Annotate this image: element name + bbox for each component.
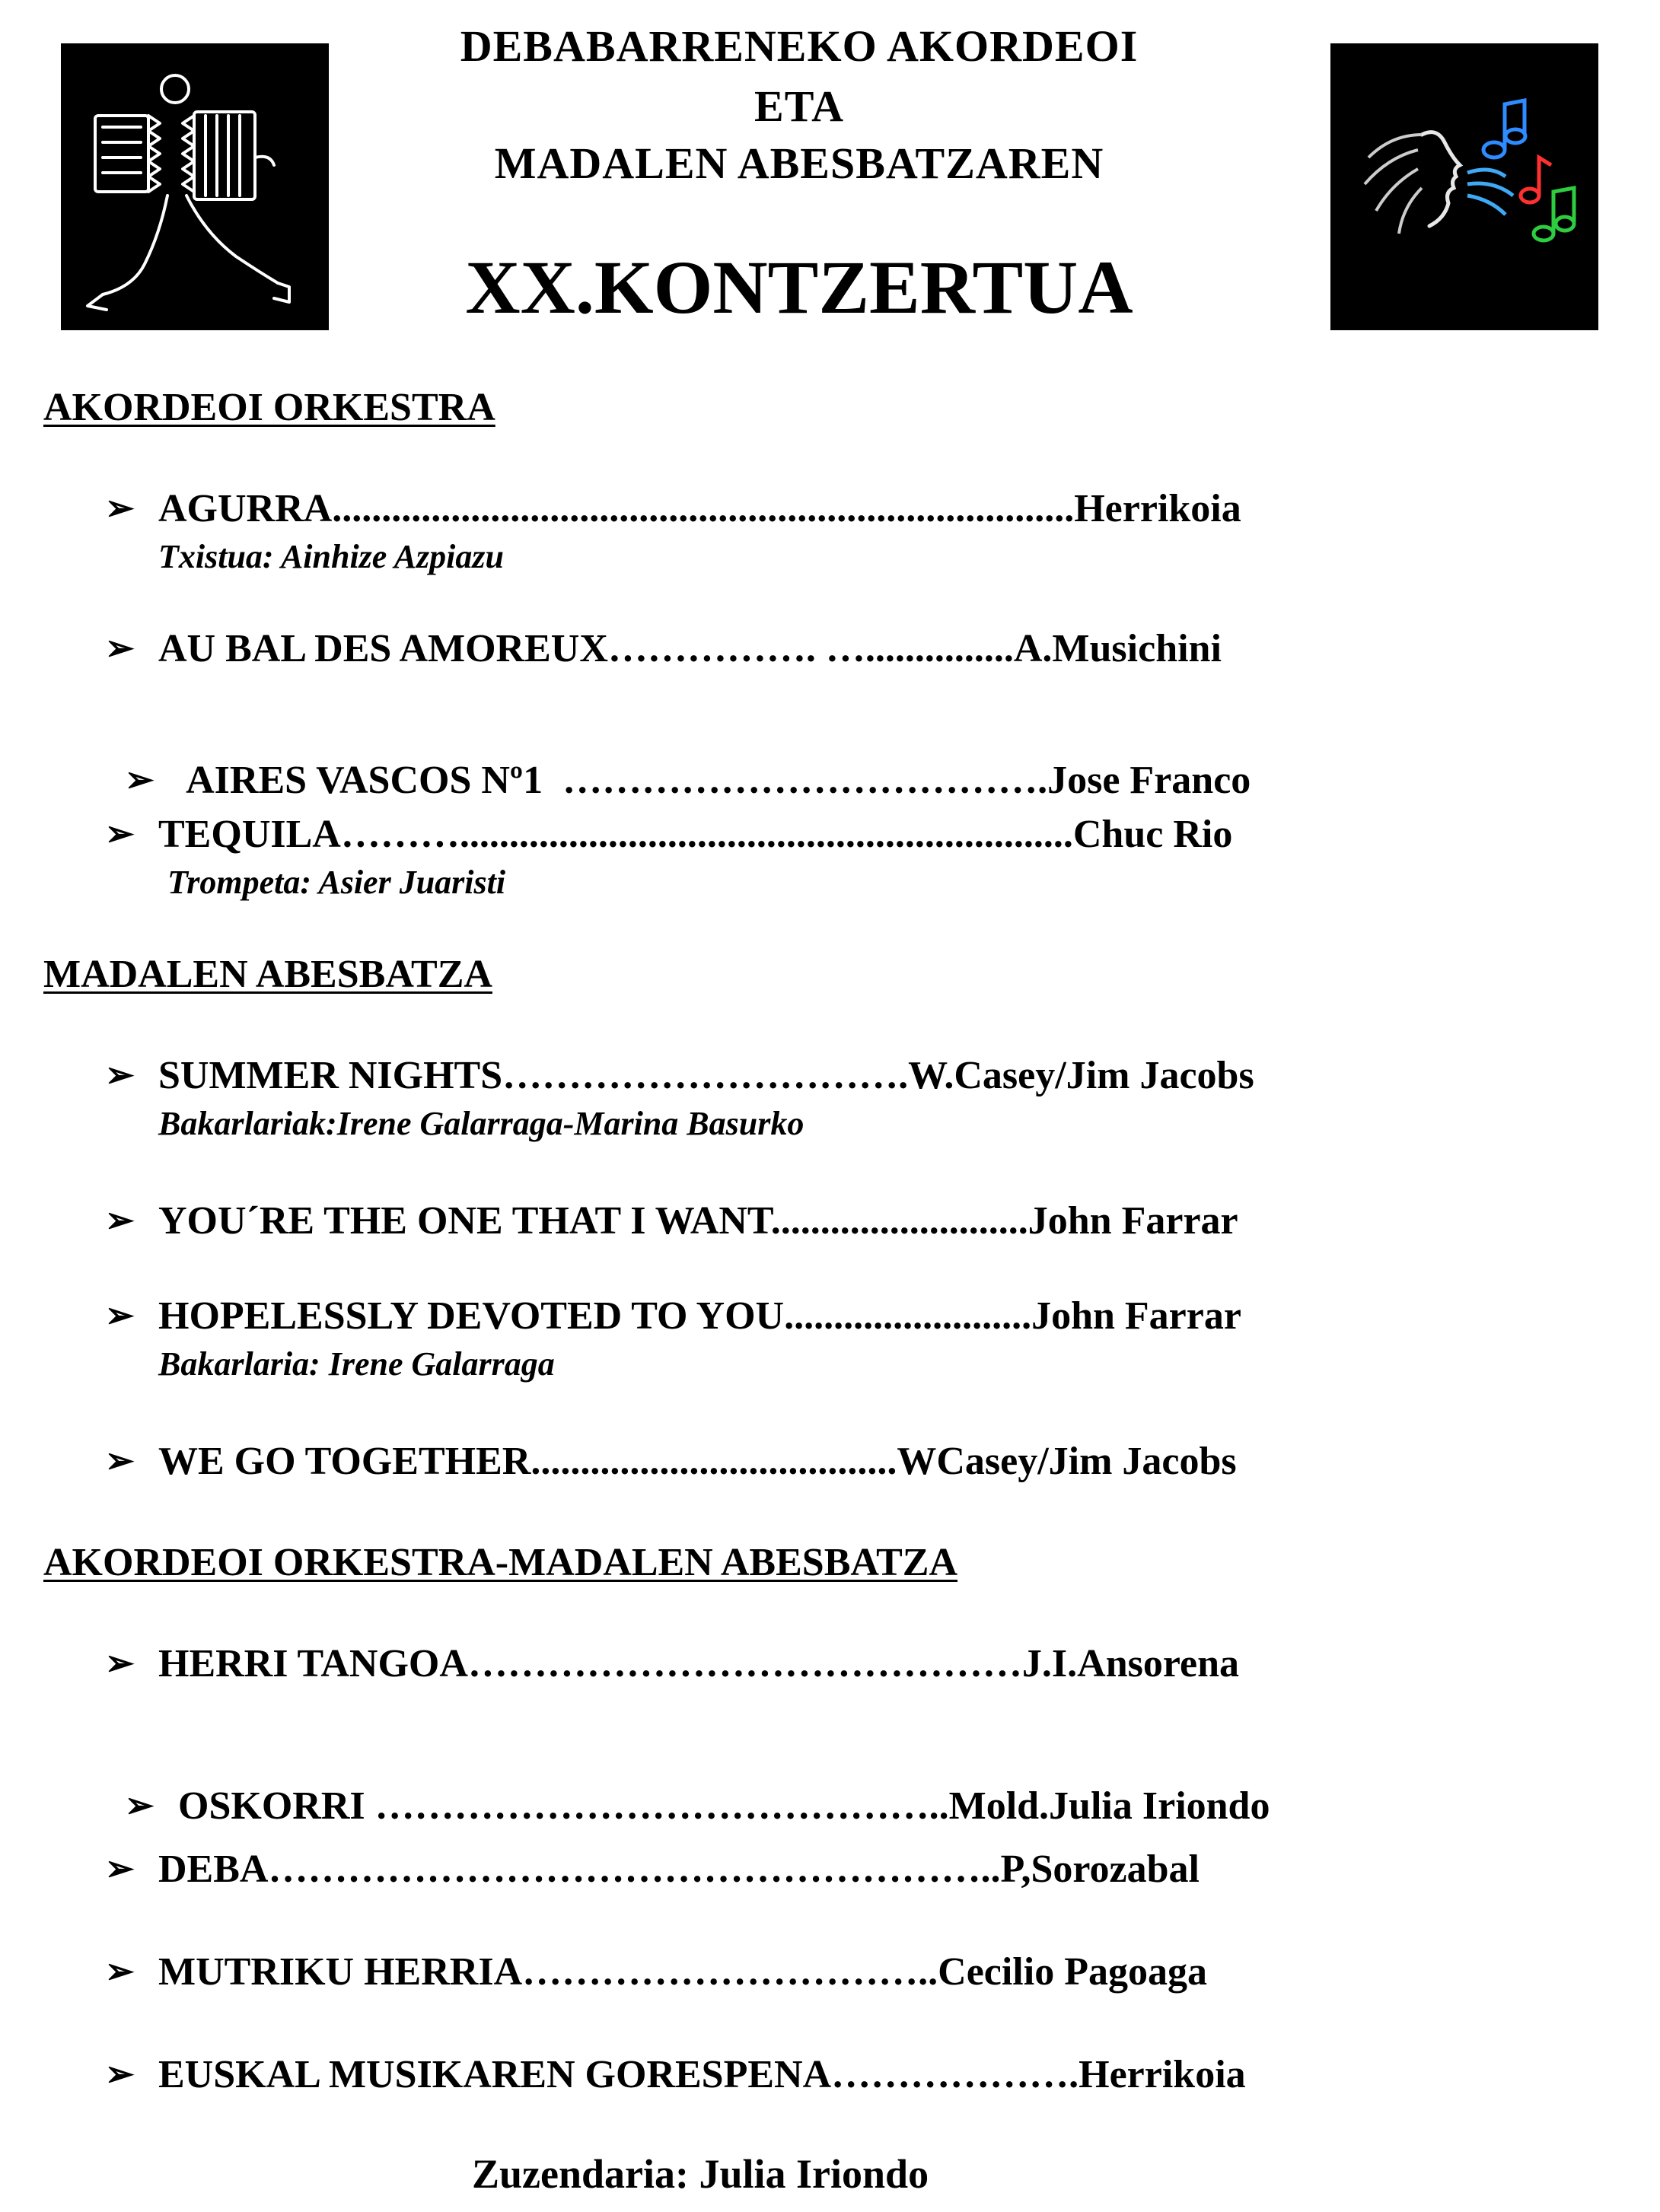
singing-face-music-notes-icon: [1330, 43, 1598, 330]
bullet-arrow-icon: ➢: [105, 1296, 135, 1335]
header-line-2: ETA: [754, 81, 844, 131]
bullet-arrow-icon: ➢: [125, 1786, 155, 1825]
bullet-arrow-icon: ➢: [105, 1644, 135, 1682]
piece-title: MUTRIKU HERRIA: [158, 1950, 523, 1994]
bullet-arrow-icon: ➢: [105, 489, 135, 527]
program-item: [105, 815, 1232, 855]
section-heading-akordeoi-orkestra: AKORDEOI ORKESTRA: [43, 386, 495, 429]
performer-note: Trompeta: Asier Juaristi: [167, 864, 506, 901]
program-item: [105, 1294, 1241, 1338]
program-item: [105, 1201, 1238, 1241]
leader-dots: ……………………………………: [467, 1642, 1022, 1685]
piece-title: EUSKAL MUSIKAREN GORESPENA: [158, 2053, 832, 2096]
accordion-player-icon: [61, 43, 329, 330]
bullet-arrow-icon: ➢: [105, 814, 135, 853]
performer-note: Txistua: Ainhize Azpiazu: [158, 538, 504, 575]
program-item: [105, 629, 1222, 669]
header-line-3: MADALEN ABESBATZAREN: [494, 138, 1104, 188]
piece-title: YOU´RE THE ONE THAT I WANT: [158, 1199, 771, 1243]
composer: Jose Franco: [1047, 759, 1251, 802]
leader-dots: ……………….: [831, 2053, 1079, 2096]
composer: Chuc Rio: [1072, 813, 1233, 856]
bullet-arrow-icon: ➢: [105, 2054, 135, 2093]
composer: Herrikoia: [1074, 487, 1241, 530]
composer: WCasey/Jim Jacobs: [897, 1440, 1237, 1483]
section-heading-combined: AKORDEOI ORKESTRA-MADALEN ABESBATZA: [43, 1541, 958, 1584]
program-item: [105, 1850, 1200, 1889]
composer: Cecilio Pagoaga: [938, 1950, 1207, 1994]
program-item: [105, 489, 1241, 529]
performer-note: Bakarlariak:Irene Galarraga-Marina Basurko: [158, 1105, 805, 1142]
composer: Herrikoia: [1079, 2053, 1246, 2096]
section-heading-madalen-abesbatza: MADALEN ABESBATZA: [43, 953, 492, 996]
composer: John Farrar: [1028, 1199, 1238, 1243]
bullet-arrow-icon: ➢: [105, 1201, 135, 1240]
leader-dots: …………………………..: [522, 1950, 938, 1994]
piece-title: AU BAL DES AMOREUX: [158, 627, 608, 670]
piece-title: OSKORRI: [178, 1784, 375, 1828]
program-item: [105, 1644, 1239, 1684]
leader-dots: ..........................: [770, 1199, 1028, 1243]
performer-note: Bakarlaria: Irene Galarraga: [158, 1345, 555, 1383]
leader-dots: ………..............................................................: [340, 813, 1073, 856]
program-item: [105, 1950, 1207, 1994]
leader-dots: ……………………………….: [562, 759, 1048, 802]
composer: P,Sorozabal: [1000, 1848, 1200, 1891]
singing-music-logo: [1330, 43, 1598, 330]
leader-dots: .....................................: [530, 1440, 897, 1483]
concert-title: XX.KONTZERTUA: [465, 245, 1133, 329]
leader-dots: ……………. …...............: [607, 627, 1014, 670]
bullet-arrow-icon: ➢: [105, 1849, 135, 1888]
composer: W.Casey/Jim Jacobs: [908, 1054, 1254, 1097]
composer: A.Musichini: [1013, 627, 1222, 670]
program-item: [105, 1056, 1254, 1096]
program-item: [105, 721, 1251, 800]
program-item: [105, 1442, 1237, 1482]
piece-title: AGURRA: [158, 487, 333, 530]
accordion-player-logo: [61, 43, 329, 330]
conductor-credit: Zuzendaria: Julia Iriondo: [472, 2151, 929, 2197]
leader-dots: ………………………….: [502, 1054, 909, 1097]
bullet-arrow-icon: ➢: [105, 1952, 135, 1991]
piece-title: TEQUILA: [158, 813, 341, 856]
bullet-arrow-icon: ➢: [105, 1441, 135, 1480]
piece-title: HOPELESSLY DEVOTED TO YOU: [158, 1294, 785, 1338]
bullet-arrow-icon: ➢: [105, 629, 135, 667]
program-item: [105, 2055, 1246, 2095]
header-line-1: DEBABARRENEKO AKORDEOI: [460, 21, 1139, 71]
composer: Mold.Julia Iriondo: [948, 1784, 1270, 1828]
bullet-arrow-icon: ➢: [125, 760, 155, 799]
composer: J.I.Ansorena: [1021, 1642, 1240, 1685]
piece-title: SUMMER NIGHTS: [158, 1054, 503, 1097]
bullet-arrow-icon: ➢: [105, 1055, 135, 1094]
piece-title: HERRI TANGOA: [158, 1642, 468, 1685]
piece-title: WE GO TOGETHER: [158, 1440, 531, 1483]
leader-dots: ………………………………………………..: [268, 1848, 1001, 1891]
leader-dots: ……………………………………..: [374, 1784, 949, 1828]
program-item: [105, 1747, 1270, 1826]
leader-dots: ...........................................................................: [332, 487, 1075, 530]
leader-dots: .........................: [784, 1294, 1032, 1338]
piece-title: DEBA: [158, 1848, 269, 1891]
composer: John Farrar: [1031, 1294, 1241, 1338]
piece-title: AIRES VASCOS Nº1: [178, 759, 563, 802]
